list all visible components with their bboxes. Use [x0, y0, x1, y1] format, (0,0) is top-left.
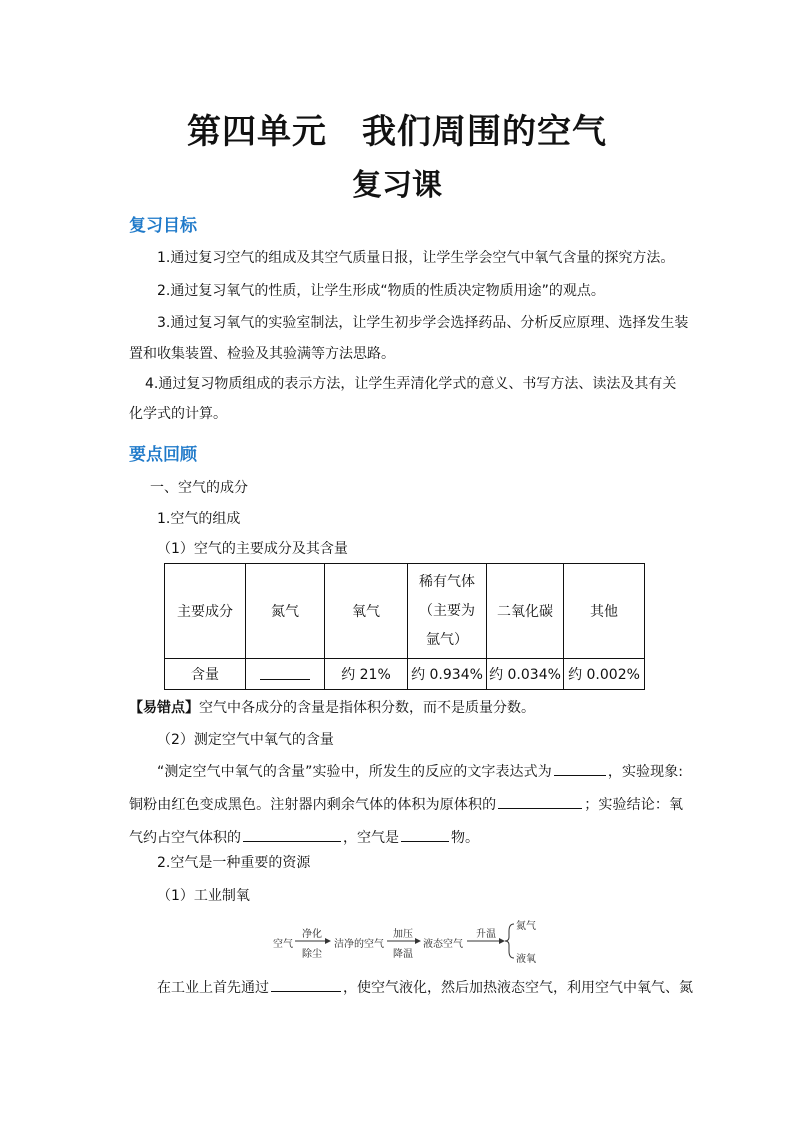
paragraph-text: 铜粉由红色变成黑色。注射器内剩余气体的体积为原体积的 [129, 797, 497, 813]
flow-step1-top: 净化 [302, 929, 322, 940]
goals-heading: 复习目标 [129, 216, 197, 236]
industrial-oxygen-flow-diagram [266, 912, 566, 972]
nitrogen-blank-cell [246, 659, 325, 690]
paragraph-text: 气约占空气体积的 [129, 830, 241, 846]
goal-item-4-line-1: 4.通过复习物质组成的表示方法，让学生弄清化学式的意义、书写方法、读法及其有关 [145, 376, 677, 392]
fill-in-blank [498, 794, 582, 809]
paragraph-text: ，实验现象: [607, 764, 683, 780]
industrial-oxygen-paragraph [157, 977, 693, 998]
note-text: 空气中各成分的含量是指体积分数，而不是质量分数。 [199, 700, 535, 716]
goal-item-2: 2.通过复习氧气的性质，让学生形成“物质的性质决定物质用途”的观点。 [157, 283, 605, 299]
goal-item-4-line-2: 化学式的计算。 [129, 406, 227, 422]
goal-item-3-line-1: 3.通过复习氧气的实验室制法，让学生初步学会选择药品、分析反应原理、选择发生装 [157, 315, 689, 331]
fill-in-blank [401, 827, 449, 842]
flow-step1-bottom: 除尘 [302, 949, 322, 960]
page-subtitle: 复习课 [352, 168, 442, 203]
page-title: 第四单元 我们周围的空气 [187, 112, 607, 152]
section-1-title: 一、空气的成分 [150, 480, 248, 496]
fill-in-blank [271, 977, 341, 992]
section-1-2-title: 2.空气是一种重要的资源 [157, 855, 311, 871]
section-1-2-1-title: （1）工业制氧 [157, 888, 250, 904]
table-header-cell: 主要成分 [165, 564, 246, 659]
note-bracket-label: 【易错点】 [129, 700, 199, 716]
table-header-cell: 氧气 [325, 564, 408, 659]
oxygen-measurement-paragraph [129, 756, 683, 855]
goal-item-3-line-2: 置和收集装置、检验及其验满等方法思路。 [129, 346, 395, 362]
table-cell: 约 0.034% [487, 659, 564, 690]
paragraph-text: 在工业上首先通过 [157, 980, 269, 996]
flow-output-nitrogen: 氮气 [516, 921, 536, 932]
flow-step2-top: 加压 [393, 929, 413, 940]
rare-gas-line: 氩气） [426, 631, 468, 648]
review-heading: 要点回顾 [129, 445, 197, 465]
goal-item-1: 1.通过复习空气的组成及其空气质量日报，让学生学会空气中氧气含量的探究方法。 [157, 250, 675, 266]
air-composition-table [164, 563, 645, 690]
paragraph-text: ；实验结论：氧 [584, 797, 683, 813]
error-prone-note [129, 698, 535, 718]
rare-gas-line: （主要为 [419, 602, 475, 619]
section-1-1-title: 1.空气的组成 [157, 511, 241, 527]
flow-step3-top: 升温 [476, 929, 496, 940]
section-1-1-1-title: （1）空气的主要成分及其含量 [157, 541, 348, 557]
fill-in-blank [260, 665, 310, 680]
flow-air: 空气 [273, 939, 293, 950]
fill-in-blank [243, 827, 341, 842]
table-header-cell: 氮气 [246, 564, 325, 659]
table-header-row [165, 564, 645, 659]
paragraph-text: “测定空气中氧气的含量”实验中，所发生的反应的文字表达式为 [157, 764, 552, 780]
table-row-label: 含量 [165, 659, 246, 690]
flow-clean-air: 洁净的空气 [334, 939, 384, 950]
paragraph-text: ，空气是 [343, 830, 399, 846]
table-cell: 约 21% [325, 659, 408, 690]
table-header-cell: 其他 [564, 564, 645, 659]
fill-in-blank [554, 761, 606, 776]
table-cell: 约 0.934% [408, 659, 487, 690]
table-header-cell: 二氧化碳 [487, 564, 564, 659]
paragraph-text: ，使空气液化，然后加热液态空气，利用空气中氧气、氮 [343, 980, 693, 996]
paragraph-text: 物。 [451, 830, 479, 846]
flow-output-liquid-oxygen: 液氧 [516, 954, 536, 965]
flow-liquid-air: 液态空气 [423, 939, 463, 950]
table-header-cell-rare-gas [408, 564, 487, 659]
flow-step2-bottom: 降温 [393, 949, 413, 960]
table-row [165, 659, 645, 690]
table-cell: 约 0.002% [564, 659, 645, 690]
section-1-1-2-title: （2）测定空气中氧气的含量 [157, 732, 334, 748]
rare-gas-line: 稀有气体 [419, 573, 475, 590]
